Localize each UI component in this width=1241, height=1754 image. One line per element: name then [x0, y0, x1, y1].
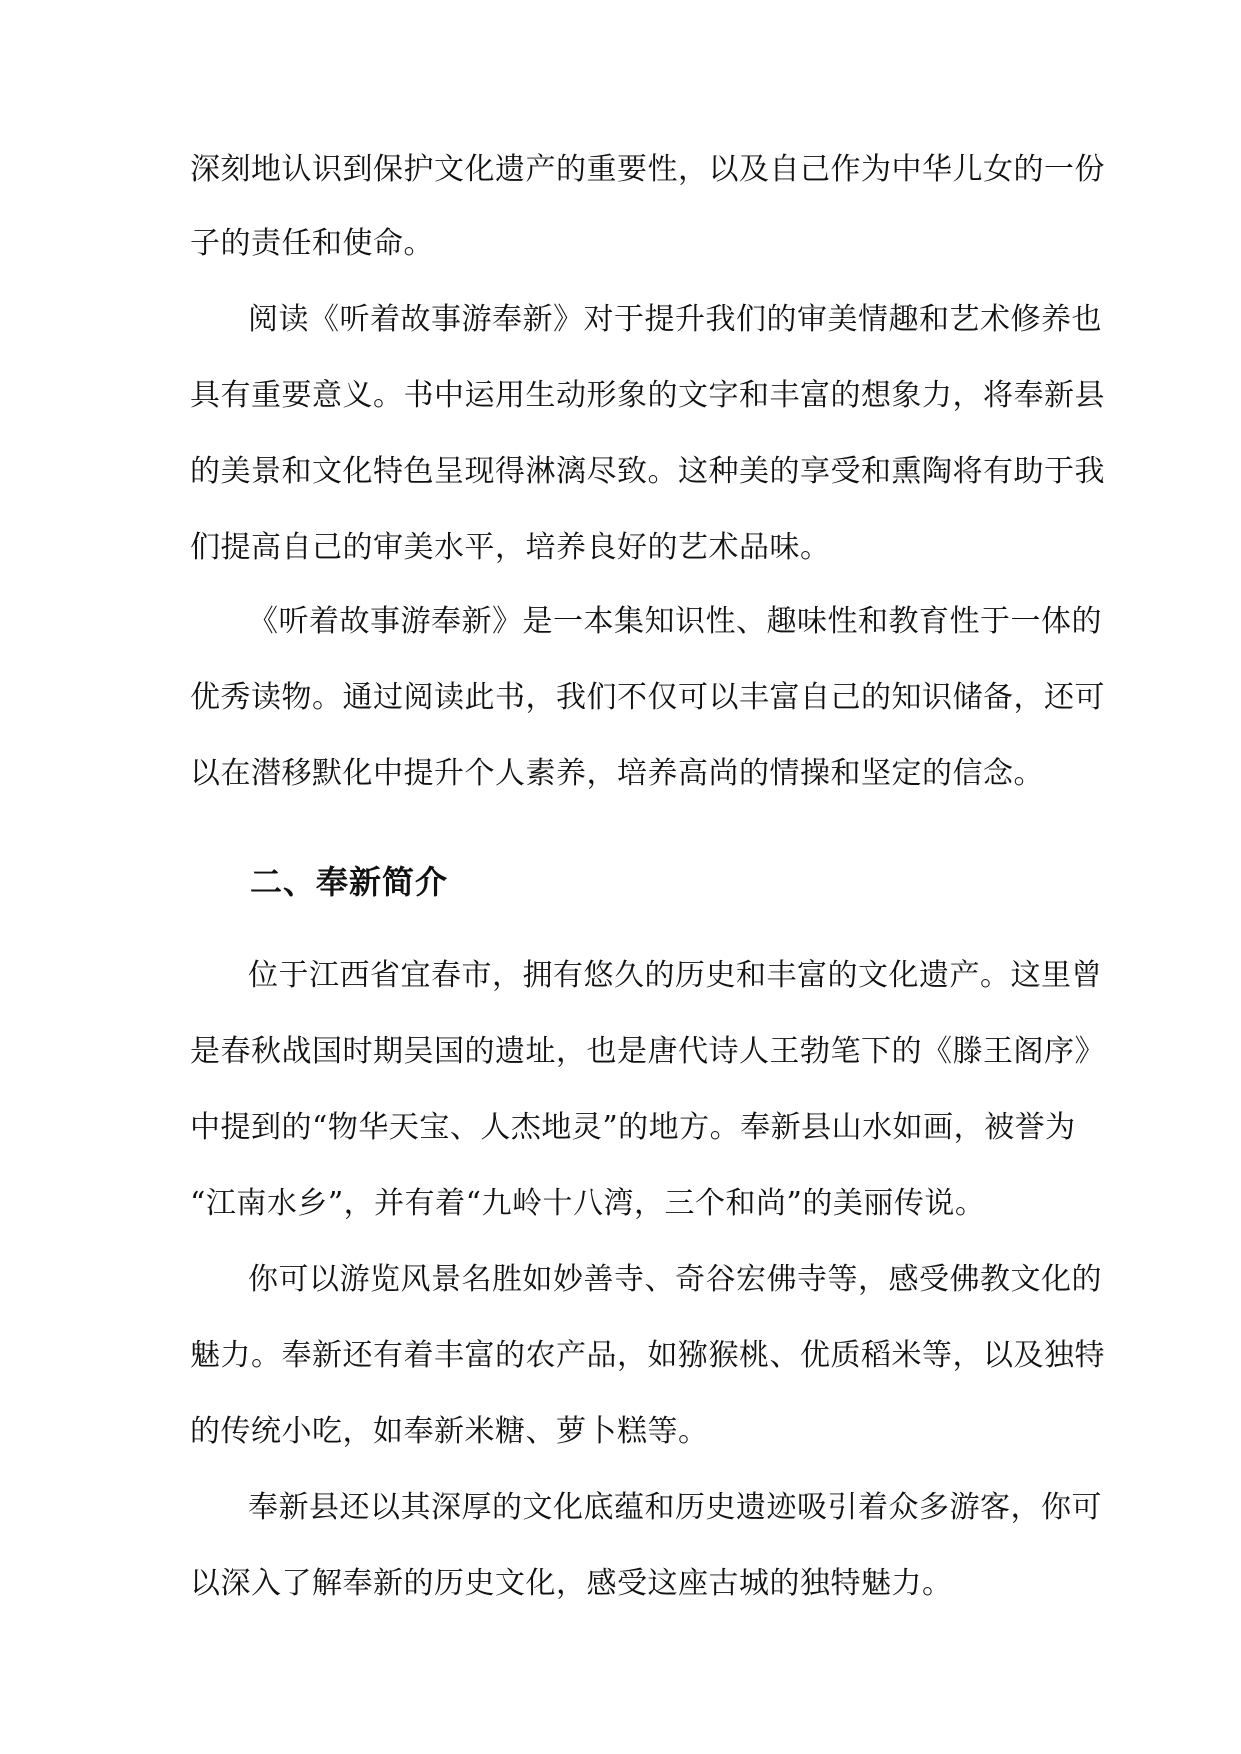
text-line: 的美景和文化特色呈现得淋漓尽致。这种美的享受和熏陶将有助于我: [190, 454, 1105, 489]
text-line: 优秀读物。通过阅读此书，我们不仅可以丰富自己的知识储备，还可: [190, 680, 1105, 715]
text-line: 阅读《听着故事游奉新》对于提升我们的审美情趣和艺术修养也: [248, 302, 1102, 337]
text-line: 是春秋战国时期吴国的遗址，也是唐代诗人王勃笔下的《滕王阁序》: [190, 1034, 1105, 1069]
text-line: “江南水乡”，并有着“九岭十八湾，三个和尚”的美丽传说。: [190, 1186, 986, 1221]
text-line: 以深入了解奉新的历史文化，感受这座古城的独特魅力。: [190, 1566, 953, 1601]
text-line: 子的责任和使命。: [190, 226, 434, 261]
text-line: 的传统小吃，如奉新米糖、萝卜糕等。: [190, 1414, 709, 1449]
text-line: 具有重要意义。书中运用生动形象的文字和丰富的想象力，将奉新县: [190, 378, 1105, 413]
text-line: 以在潜移默化中提升个人素养，培养高尚的情操和坚定的信念。: [190, 756, 1044, 791]
text-line: 深刻地认识到保护文化遗产的重要性，以及自己作为中华儿女的一份: [190, 152, 1105, 187]
text-line: 位于江西省宜春市，拥有悠久的历史和丰富的文化遗产。这里曾: [248, 958, 1102, 993]
text-line: 们提高自己的审美水平，培养良好的艺术品味。: [190, 530, 831, 565]
text-line: 你可以游览风景名胜如妙善寺、奇谷宏佛寺等，感受佛教文化的: [248, 1262, 1102, 1297]
text-line: 魅力。奉新还有着丰富的农产品，如猕猴桃、优质稻米等，以及独特: [190, 1338, 1105, 1373]
text-line: 奉新县还以其深厚的文化底蕴和历史遗迹吸引着众多游客，你可: [248, 1490, 1102, 1525]
text-line: 《听着故事游奉新》是一本集知识性、趣味性和教育性于一体的: [248, 604, 1102, 639]
text-line: 中提到的“物华天宝、人杰地灵”的地方。奉新县山水如画，被誉为: [190, 1110, 1076, 1145]
section-heading: 二、奉新简介: [250, 863, 449, 901]
